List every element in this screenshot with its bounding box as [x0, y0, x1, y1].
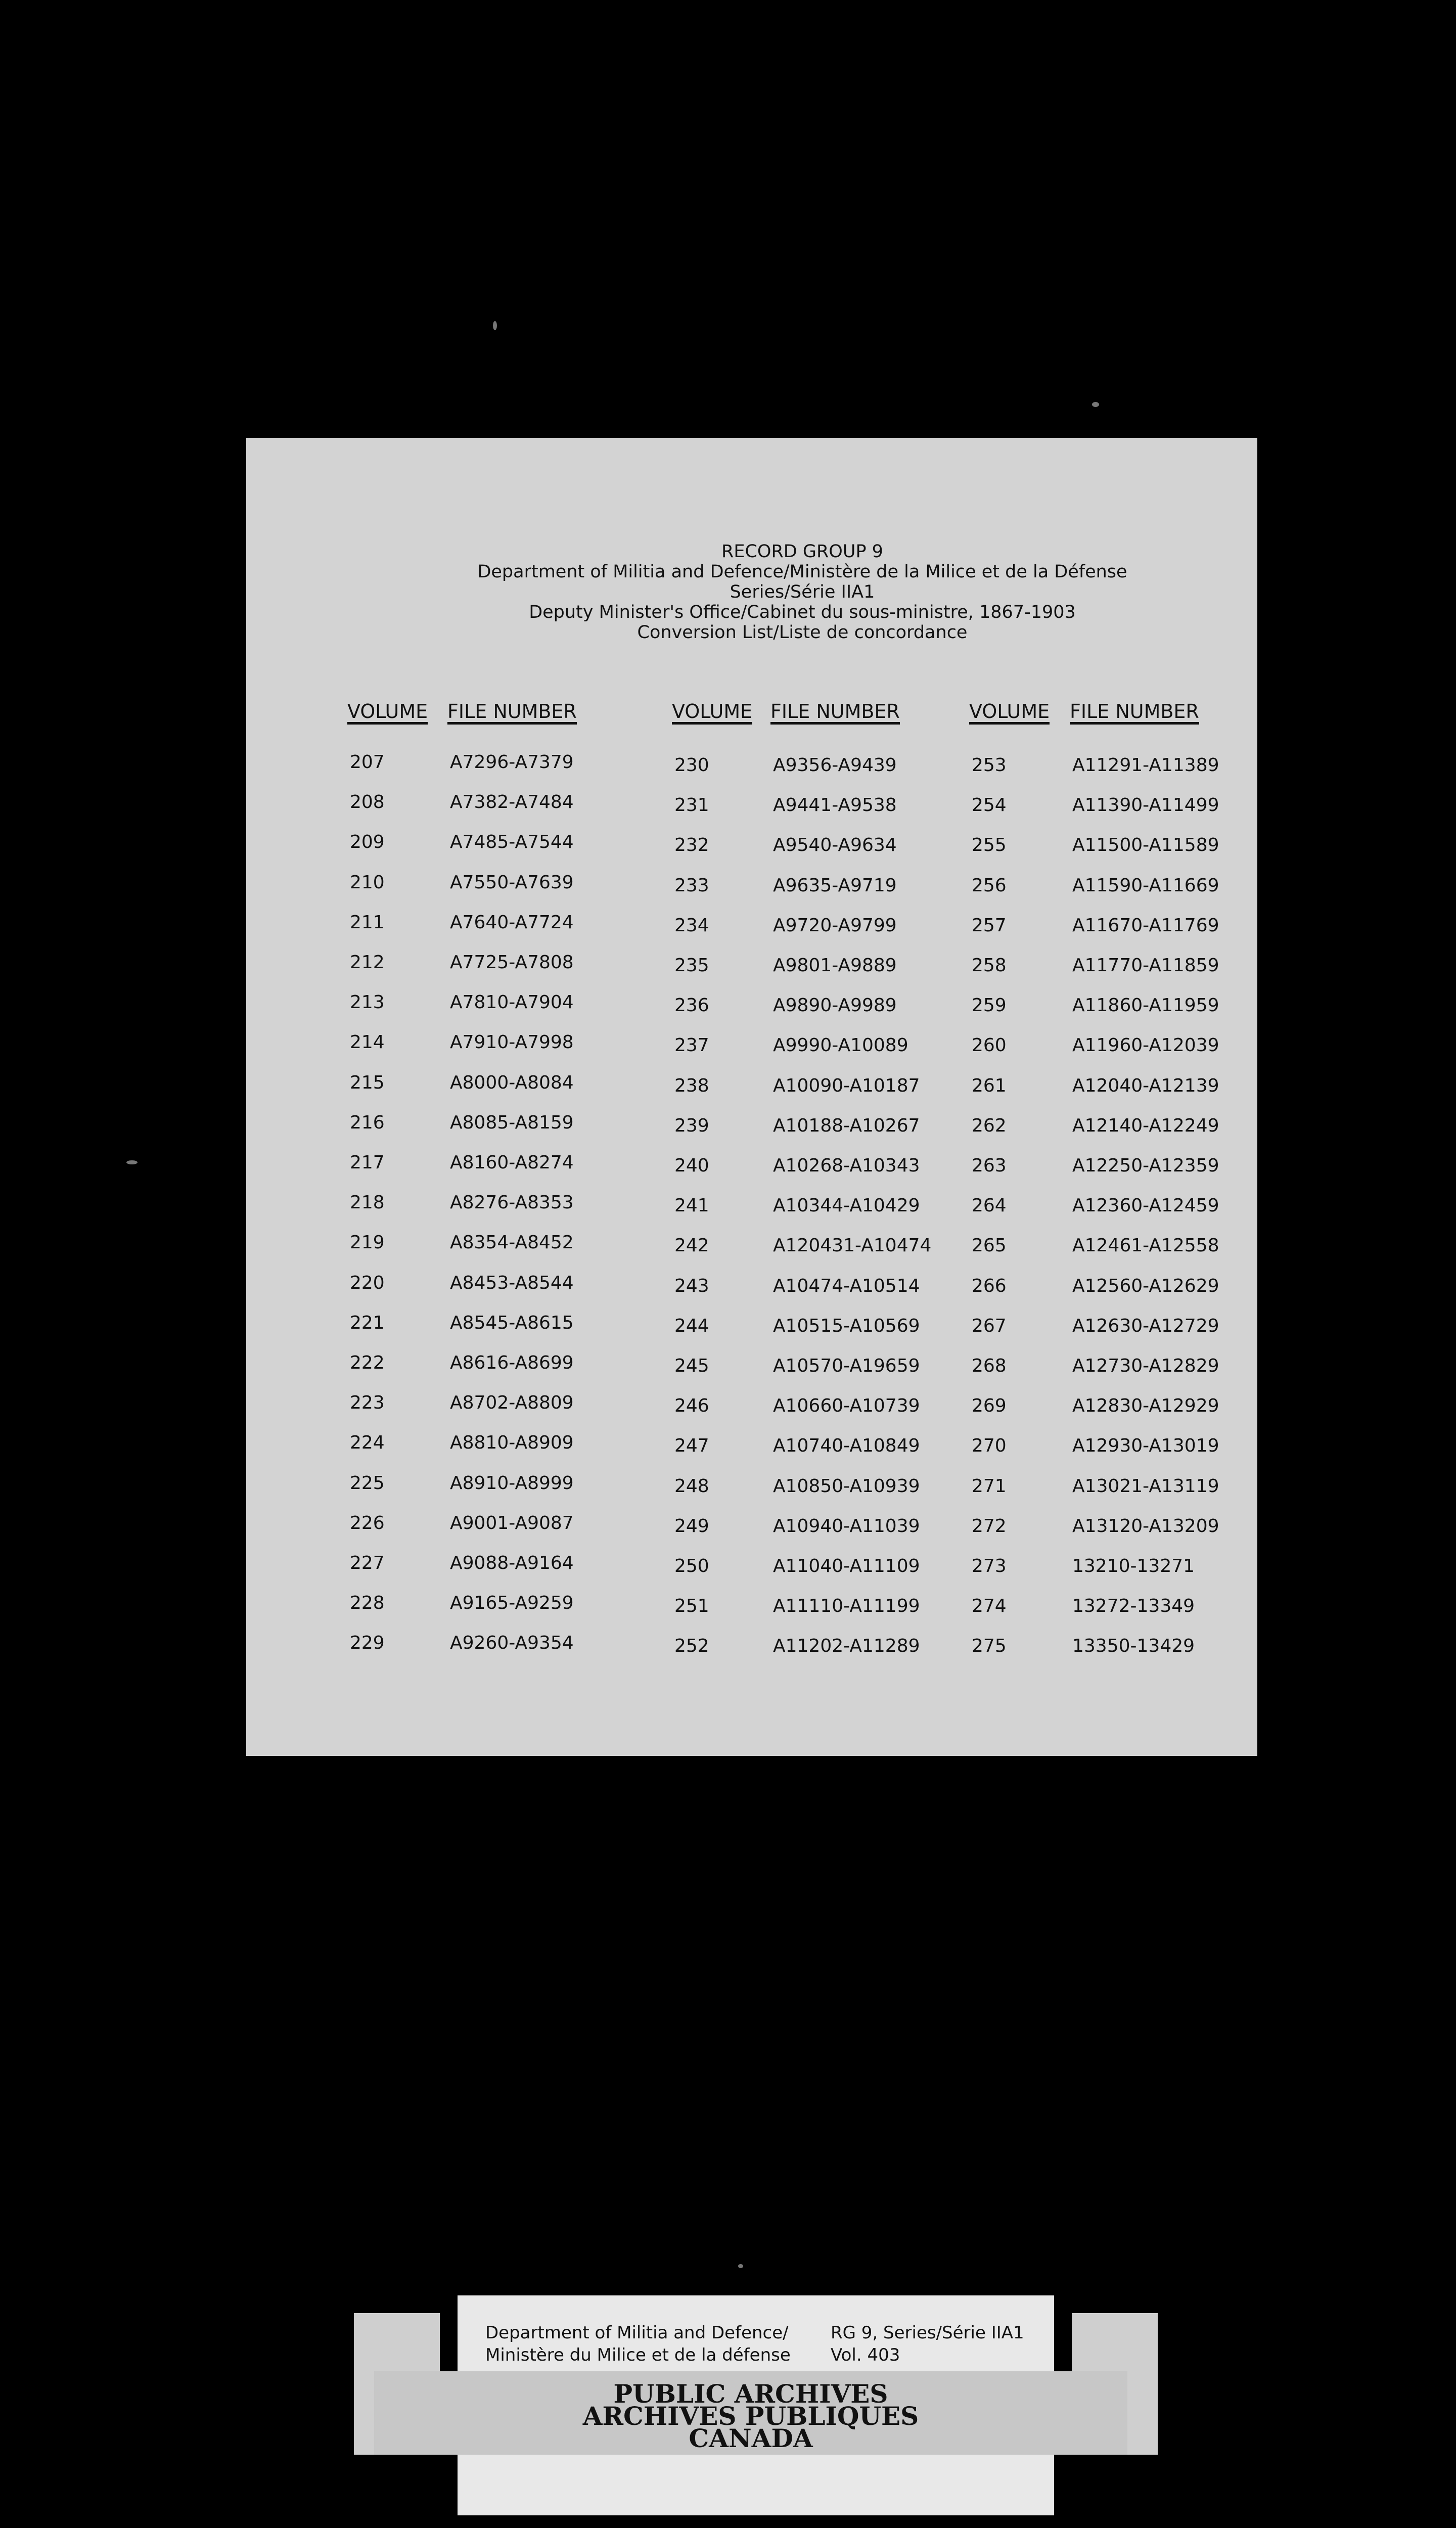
file-number-range: A11291-A11389 [1072, 755, 1219, 776]
volume-number: 216 [350, 1112, 385, 1133]
file-number-range: A8453-A8544 [450, 1272, 574, 1293]
file-number-range: A13021-A13119 [1072, 1475, 1219, 1497]
record-group-title: RECORD GROUP 9 [721, 541, 883, 562]
volume-number: 248 [674, 1475, 709, 1497]
label-dept-fr: Ministère du Milice et de la défense [485, 2345, 791, 2365]
file-number-range: A10740-A10849 [773, 1435, 920, 1457]
volume-number: 270 [972, 1435, 1007, 1457]
file-number-range: A120431-A10474 [773, 1235, 932, 1256]
file-number-range: A9540-A9634 [773, 835, 897, 856]
archives-country: CANADA [689, 2423, 813, 2453]
volume-number: 266 [972, 1275, 1007, 1296]
file-number-column-header: FILE NUMBER [447, 702, 577, 725]
file-number-range: A7725-A7808 [450, 952, 574, 973]
file-number-range: A12140-A12249 [1072, 1115, 1219, 1136]
volume-number: 221 [350, 1312, 385, 1333]
file-number-range: A9356-A9439 [773, 755, 897, 776]
volume-number: 255 [972, 835, 1007, 856]
volume-number: 273 [972, 1556, 1007, 1576]
volume-number: 269 [972, 1395, 1007, 1417]
volume-number: 223 [350, 1392, 385, 1414]
file-number-range: A8354-A8452 [450, 1232, 574, 1253]
label-volume: Vol. 403 [831, 2345, 900, 2365]
file-number-range: A11960-A12039 [1072, 1035, 1219, 1056]
volume-number: 211 [350, 912, 385, 933]
document-page [246, 438, 1257, 1756]
file-number-range: A8810-A8909 [450, 1432, 574, 1454]
file-number-range: A10090-A10187 [773, 1075, 920, 1096]
volume-number: 219 [350, 1232, 385, 1253]
file-number-range: A10344-A10429 [773, 1195, 920, 1216]
volume-number: 226 [350, 1512, 385, 1533]
volume-number: 215 [350, 1072, 385, 1093]
file-number-range: A9001-A9087 [450, 1512, 574, 1533]
volume-number: 222 [350, 1352, 385, 1373]
file-number-range: A10268-A10343 [773, 1155, 920, 1176]
volume-number: 250 [674, 1556, 709, 1576]
volume-number: 259 [972, 995, 1007, 1016]
file-number-range: A9088-A9164 [450, 1553, 574, 1573]
volume-number: 237 [674, 1035, 709, 1056]
volume-number: 274 [972, 1596, 1007, 1617]
file-number-range: A12461-A12558 [1072, 1235, 1219, 1256]
volume-number: 275 [972, 1636, 1007, 1657]
volume-column-header: VOLUME [969, 702, 1050, 725]
volume-number: 241 [674, 1195, 709, 1216]
volume-number: 220 [350, 1272, 385, 1293]
file-number-range: A9720-A9799 [773, 915, 897, 936]
volume-number: 267 [972, 1315, 1007, 1336]
file-number-range: A7910-A7998 [450, 1032, 574, 1053]
file-number-range: A9801-A9889 [773, 955, 897, 976]
volume-number: 246 [674, 1395, 709, 1417]
file-number-range: A8160-A8274 [450, 1152, 574, 1173]
volume-number: 228 [350, 1593, 385, 1614]
volume-number: 232 [674, 835, 709, 856]
file-number-range: A12250-A12359 [1072, 1155, 1219, 1176]
volume-number: 240 [674, 1155, 709, 1176]
file-number-range: A8085-A8159 [450, 1112, 574, 1133]
volume-number: 208 [350, 792, 385, 813]
volume-number: 233 [674, 875, 709, 896]
volume-number: 239 [674, 1115, 709, 1136]
archives-name-fr: ARCHIVES PUBLIQUES [582, 2401, 919, 2431]
file-number-range: A8616-A8699 [450, 1352, 574, 1373]
document-header [246, 541, 1257, 643]
volume-number: 261 [972, 1075, 1007, 1096]
label-dept-en: Department of Militia and Defence/ [485, 2323, 789, 2343]
volume-number: 245 [674, 1356, 709, 1376]
volume-column-header: VOLUME [672, 702, 752, 725]
file-number-range: A9260-A9354 [450, 1633, 574, 1654]
file-number-column-header: FILE NUMBER [770, 702, 900, 725]
file-number-range: A11390-A11499 [1072, 795, 1219, 816]
archives-name-en: PUBLIC ARCHIVES [613, 2379, 888, 2409]
volume-number: 217 [350, 1152, 385, 1173]
file-number-range: A10570-A19659 [773, 1356, 920, 1376]
volume-number: 235 [674, 955, 709, 976]
volume-number: 236 [674, 995, 709, 1016]
file-number-range: A10660-A10739 [773, 1395, 920, 1417]
volume-number: 238 [674, 1075, 709, 1096]
file-number-column-header: FILE NUMBER [1070, 702, 1199, 725]
file-number-range: A12830-A12929 [1072, 1395, 1219, 1417]
file-number-range: A9990-A10089 [773, 1035, 908, 1056]
file-number-range: A12930-A13019 [1072, 1435, 1219, 1457]
file-number-range: A9165-A9259 [450, 1593, 574, 1614]
volume-number: 229 [350, 1633, 385, 1654]
file-number-range: A11670-A11769 [1072, 915, 1219, 936]
volume-number: 256 [972, 875, 1007, 896]
file-number-range: A9635-A9719 [773, 875, 897, 896]
volume-number: 272 [972, 1515, 1007, 1537]
file-number-range: A11500-A11589 [1072, 835, 1219, 856]
file-number-range: A9441-A9538 [773, 795, 897, 816]
file-number-range: A10515-A10569 [773, 1315, 920, 1336]
volume-column-header: VOLUME [347, 702, 428, 725]
label-series: RG 9, Series/Série IIA1 [831, 2323, 1024, 2343]
volume-number: 260 [972, 1035, 1007, 1056]
volume-number: 234 [674, 915, 709, 936]
file-number-range: A8276-A8353 [450, 1192, 574, 1213]
file-number-range: A11860-A11959 [1072, 995, 1219, 1016]
volume-number: 268 [972, 1356, 1007, 1376]
volume-number: 265 [972, 1235, 1007, 1256]
file-number-range: A12040-A12139 [1072, 1075, 1219, 1096]
volume-number: 210 [350, 872, 385, 893]
volume-number: 264 [972, 1195, 1007, 1216]
file-number-range: A11110-A11199 [773, 1596, 920, 1617]
file-number-range: A8702-A8809 [450, 1392, 574, 1414]
department-line: Department of Militia and Defence/Ministère de la Milice et de la Défense [477, 562, 1127, 582]
file-number-range: A10940-A11039 [773, 1515, 920, 1537]
file-number-range: A9890-A9989 [773, 995, 897, 1016]
volume-number: 257 [972, 915, 1007, 936]
volume-number: 251 [674, 1596, 709, 1617]
file-number-range: A7640-A7724 [450, 912, 574, 933]
volume-number: 225 [350, 1472, 385, 1494]
file-number-range: A10850-A10939 [773, 1475, 920, 1497]
office-line: Deputy Minister's Office/Cabinet du sous-ministre, 1867-1903 [529, 602, 1076, 622]
volume-number: 209 [350, 832, 385, 853]
volume-number: 227 [350, 1553, 385, 1573]
file-number-range: A7550-A7639 [450, 872, 574, 893]
volume-number: 271 [972, 1475, 1007, 1497]
file-number-range: A7485-A7544 [450, 832, 574, 853]
file-number-range: 13272-13349 [1072, 1596, 1195, 1617]
volume-number: 213 [350, 992, 385, 1013]
volume-number: 249 [674, 1515, 709, 1537]
file-number-range: A12630-A12729 [1072, 1315, 1219, 1336]
file-number-range: A10188-A10267 [773, 1115, 920, 1136]
file-number-range: A10474-A10514 [773, 1275, 920, 1296]
volume-number: 224 [350, 1432, 385, 1454]
film-speck [1092, 402, 1099, 407]
volume-number: 263 [972, 1155, 1007, 1176]
volume-number: 244 [674, 1315, 709, 1336]
volume-number: 262 [972, 1115, 1007, 1136]
volume-number: 258 [972, 955, 1007, 976]
volume-number: 253 [972, 755, 1007, 776]
file-number-range: A13120-A13209 [1072, 1515, 1219, 1537]
series-line: Series/Série IIA1 [730, 582, 875, 602]
volume-number: 212 [350, 952, 385, 973]
file-number-range: A12360-A12459 [1072, 1195, 1219, 1216]
volume-number: 207 [350, 752, 385, 773]
file-number-range: A12560-A12629 [1072, 1275, 1219, 1296]
file-number-range: 13210-13271 [1072, 1556, 1195, 1576]
film-speck [493, 321, 497, 330]
file-number-range: A11040-A11109 [773, 1556, 920, 1576]
file-number-range: A7296-A7379 [450, 752, 574, 773]
film-speck [126, 1160, 138, 1164]
volume-number: 247 [674, 1435, 709, 1457]
file-number-range: A11770-A11859 [1072, 955, 1219, 976]
conversion-list-line: Conversion List/Liste de concordance [637, 622, 968, 643]
file-number-range: A7382-A7484 [450, 792, 574, 813]
file-number-range: 13350-13429 [1072, 1636, 1195, 1657]
film-speck [738, 2264, 743, 2268]
file-number-range: A11590-A11669 [1072, 875, 1219, 896]
file-number-range: A12730-A12829 [1072, 1356, 1219, 1376]
volume-number: 254 [972, 795, 1007, 816]
volume-number: 252 [674, 1636, 709, 1657]
volume-number: 218 [350, 1192, 385, 1213]
file-number-range: A8910-A8999 [450, 1472, 574, 1494]
volume-number: 242 [674, 1235, 709, 1256]
volume-number: 243 [674, 1275, 709, 1296]
file-number-range: A8000-A8084 [450, 1072, 574, 1093]
volume-number: 231 [674, 795, 709, 816]
file-number-range: A7810-A7904 [450, 992, 574, 1013]
volume-number: 214 [350, 1032, 385, 1053]
file-number-range: A8545-A8615 [450, 1312, 574, 1333]
file-number-range: A11202-A11289 [773, 1636, 920, 1657]
volume-number: 230 [674, 755, 709, 776]
